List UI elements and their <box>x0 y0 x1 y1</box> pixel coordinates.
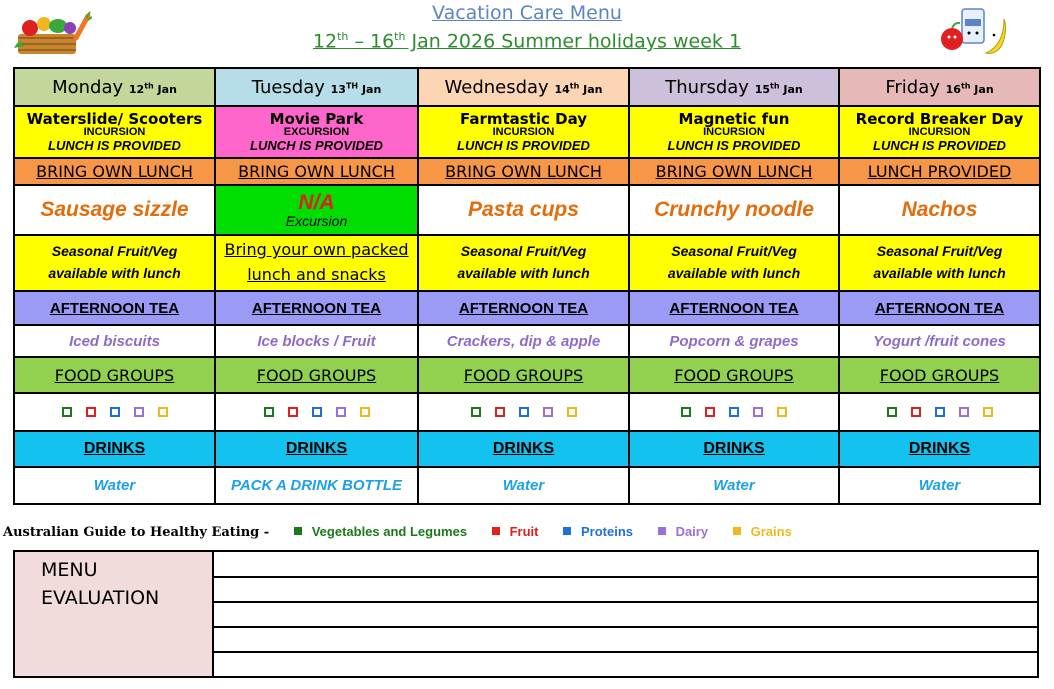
grains-checkbox[interactable] <box>360 407 370 417</box>
drinks-label: DRINKS <box>215 431 418 467</box>
day-header-thursday: Thursday 15th Jan <box>629 68 839 106</box>
food-groups-label: FOOD GROUPS <box>418 357 629 393</box>
lunch-row <box>14 158 1040 185</box>
evaluation-line[interactable] <box>214 626 1037 628</box>
proteins-checkbox[interactable] <box>729 407 739 417</box>
proteins-checkbox[interactable] <box>519 407 529 417</box>
day-header-monday: Monday 12th Jan <box>14 68 215 106</box>
afternoon-tea-row <box>14 291 1040 325</box>
lunch-cell: BRING OWN LUNCH <box>629 158 839 185</box>
vegetables-checkbox[interactable] <box>471 407 481 417</box>
fruit-veg-cell: Bring your own packed lunch and snacks <box>215 235 418 291</box>
meal-cell: Crunchy noodle <box>629 185 839 235</box>
evaluation-line[interactable] <box>214 651 1037 653</box>
drinks-label: DRINKS <box>629 431 839 467</box>
activity-cell: Magnetic fun INCURSION LUNCH IS PROVIDED <box>629 106 839 158</box>
fruit-checkbox[interactable] <box>495 407 505 417</box>
proteins-swatch-icon <box>563 527 571 535</box>
menu-subtitle: 12th – 16th Jan 2026 Summer holidays week 1 <box>312 30 742 53</box>
grains-swatch-icon <box>733 527 741 535</box>
food-group-checkbox-row <box>14 393 1040 431</box>
drink-cell: PACK A DRINK BOTTLE <box>215 467 418 504</box>
drinks-label: DRINKS <box>418 431 629 467</box>
drink-cell: Water <box>839 467 1040 504</box>
fruit-checkbox[interactable] <box>288 407 298 417</box>
food-group-checkboxes <box>215 393 418 431</box>
dairy-swatch-icon <box>658 527 666 535</box>
evaluation-line[interactable] <box>214 601 1037 603</box>
food-group-checkboxes <box>418 393 629 431</box>
lunch-cell: BRING OWN LUNCH <box>418 158 629 185</box>
legend-item-dairy: Dairy <box>658 524 709 539</box>
activity-cell: Record Breaker Day INCURSION LUNCH IS PROVIDED <box>839 106 1040 158</box>
meal-cell: Sausage sizzle <box>14 185 215 235</box>
menu-title: Vacation Care Menu <box>432 2 622 24</box>
food-groups-label: FOOD GROUPS <box>14 357 215 393</box>
fruit-veg-row <box>14 235 1040 291</box>
vegetables-checkbox[interactable] <box>264 407 274 417</box>
afternoon-tea-label: AFTERNOON TEA <box>418 291 629 325</box>
afternoon-tea-label: AFTERNOON TEA <box>839 291 1040 325</box>
proteins-checkbox[interactable] <box>935 407 945 417</box>
drink-row <box>14 467 1040 504</box>
dairy-checkbox[interactable] <box>543 407 553 417</box>
day-header-row <box>14 68 1040 106</box>
food-groups-label: FOOD GROUPS <box>215 357 418 393</box>
meal-cell: N/A Excursion <box>215 185 418 235</box>
evaluation-line[interactable] <box>214 576 1037 578</box>
meal-row <box>14 185 1040 235</box>
proteins-checkbox[interactable] <box>110 407 120 417</box>
grains-checkbox[interactable] <box>567 407 577 417</box>
fruit-veg-cell: Seasonal Fruit/Veg available with lunch <box>839 235 1040 291</box>
fruit-veg-cell: Seasonal Fruit/Veg available with lunch <box>629 235 839 291</box>
snack-cell: Crackers, dip & apple <box>418 325 629 357</box>
legend-item-fruit: Fruit <box>492 524 539 539</box>
food-groups-label: FOOD GROUPS <box>629 357 839 393</box>
activity-row <box>14 106 1040 158</box>
food-groups-label: FOOD GROUPS <box>839 357 1040 393</box>
drink-cell: Water <box>418 467 629 504</box>
drink-cell: Water <box>14 467 215 504</box>
dairy-checkbox[interactable] <box>959 407 969 417</box>
menu-evaluation-box <box>13 550 1039 678</box>
snack-cell: Iced biscuits <box>14 325 215 357</box>
dairy-checkbox[interactable] <box>336 407 346 417</box>
meal-cell: Nachos <box>839 185 1040 235</box>
activity-cell: Waterslide/ Scooters INCURSION LUNCH IS PROVIDED <box>14 106 215 158</box>
vegetables-checkbox[interactable] <box>681 407 691 417</box>
vegetable-basket-icon <box>10 8 92 56</box>
food-group-checkboxes <box>629 393 839 431</box>
menu-evaluation-label: MENU EVALUATION <box>15 552 214 676</box>
lunch-cell: LUNCH PROVIDED <box>839 158 1040 185</box>
legend-item-grains: Grains <box>733 524 792 539</box>
meal-cell: Pasta cups <box>418 185 629 235</box>
legend-item-vegetables: Vegetables and Legumes <box>294 524 467 539</box>
dairy-checkbox[interactable] <box>753 407 763 417</box>
grains-checkbox[interactable] <box>777 407 787 417</box>
vegetables-checkbox[interactable] <box>62 407 72 417</box>
drinks-label: DRINKS <box>14 431 215 467</box>
lunch-cell: BRING OWN LUNCH <box>14 158 215 185</box>
food-group-checkboxes <box>14 393 215 431</box>
food-group-checkboxes <box>839 393 1040 431</box>
fruit-veg-cell: Seasonal Fruit/Veg available with lunch <box>14 235 215 291</box>
day-header-tuesday: Tuesday 13TH Jan <box>215 68 418 106</box>
activity-cell: Farmtastic Day INCURSION LUNCH IS PROVIDED <box>418 106 629 158</box>
day-header-wednesday: Wednesday 14th Jan <box>418 68 629 106</box>
fruit-swatch-icon <box>492 527 500 535</box>
lunch-cell: BRING OWN LUNCH <box>215 158 418 185</box>
afternoon-tea-label: AFTERNOON TEA <box>629 291 839 325</box>
legend-intro: Australian Guide to Healthy Eating - <box>3 525 270 540</box>
afternoon-tea-label: AFTERNOON TEA <box>14 291 215 325</box>
drinks-row <box>14 431 1040 467</box>
drinks-label: DRINKS <box>839 431 1040 467</box>
grains-checkbox[interactable] <box>158 407 168 417</box>
snack-cell: Popcorn & grapes <box>629 325 839 357</box>
fruit-characters-icon <box>938 5 1010 57</box>
dairy-checkbox[interactable] <box>134 407 144 417</box>
proteins-checkbox[interactable] <box>312 407 322 417</box>
vegetables-checkbox[interactable] <box>887 407 897 417</box>
snack-cell: Yogurt /fruit cones <box>839 325 1040 357</box>
vegetables-swatch-icon <box>294 527 302 535</box>
legend-item-proteins: Proteins <box>563 524 633 539</box>
food-group-legend <box>3 524 1043 540</box>
snack-cell: Ice blocks / Fruit <box>215 325 418 357</box>
afternoon-tea-label: AFTERNOON TEA <box>215 291 418 325</box>
grains-checkbox[interactable] <box>983 407 993 417</box>
fruit-checkbox[interactable] <box>911 407 921 417</box>
food-groups-row <box>14 357 1040 393</box>
activity-cell: Movie Park EXCURSION LUNCH IS PROVIDED <box>215 106 418 158</box>
snack-row <box>14 325 1040 357</box>
fruit-checkbox[interactable] <box>705 407 715 417</box>
fruit-veg-cell: Seasonal Fruit/Veg available with lunch <box>418 235 629 291</box>
drink-cell: Water <box>629 467 839 504</box>
weekly-menu-table <box>13 67 1041 505</box>
fruit-checkbox[interactable] <box>86 407 96 417</box>
day-header-friday: Friday 16th Jan <box>839 68 1040 106</box>
